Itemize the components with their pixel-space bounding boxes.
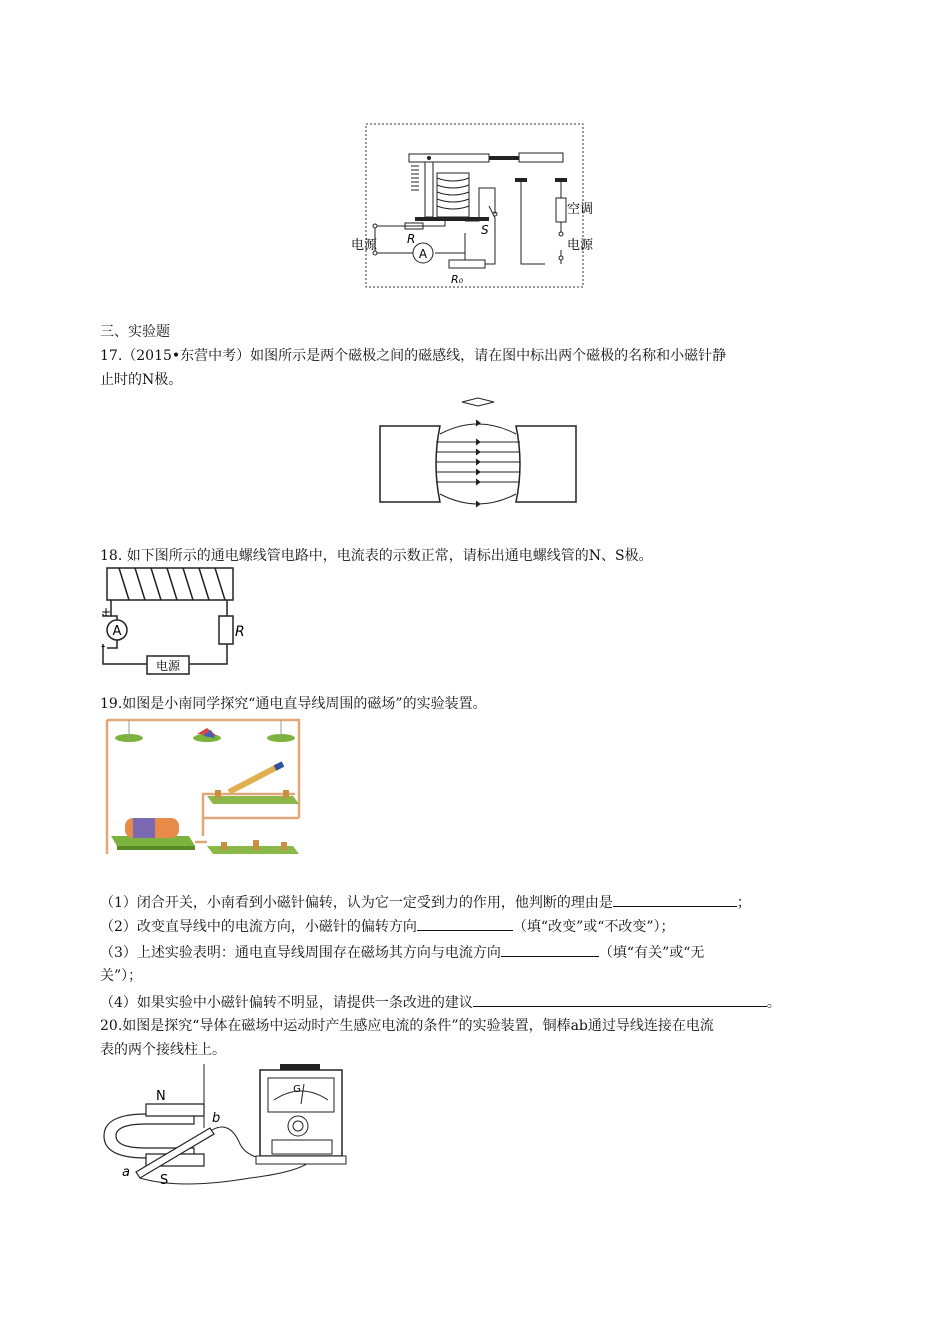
svg-text:电源: 电源	[567, 238, 594, 253]
q19-item-1: （1）闭合开关，小南看到小磁针偏转，认为它一定受到力的作用，他判断的理由是 ；	[100, 892, 751, 913]
magnet-field-figure	[378, 392, 578, 512]
q18-text: 18. 如下图所示的通电螺线管电路中，电流表的示数正常，请标出通电螺线管的N、S极。	[100, 548, 653, 564]
svg-text:电源: 电源	[155, 659, 181, 673]
answer-blank-2[interactable]	[417, 916, 513, 931]
q17-line2: 止时的N极。	[100, 372, 183, 388]
svg-text:A: A	[418, 247, 428, 261]
svg-text:a: a	[122, 1165, 130, 1180]
answer-blank-1[interactable]	[613, 892, 737, 907]
svg-text:R₀: R₀	[451, 273, 464, 286]
answer-blank-3[interactable]	[501, 942, 599, 957]
svg-text:电源: 电源	[351, 238, 378, 253]
svg-text:R: R	[407, 232, 416, 246]
solenoid-circuit-figure	[97, 564, 247, 679]
svg-text:N: N	[156, 1089, 166, 1104]
svg-text:-: -	[101, 639, 106, 653]
q19-item-2: （2）改变直导线中的电流方向，小磁针的偏转方向 （填“改变”或“不改变”）；	[100, 916, 675, 937]
q20-line2: 表的两个接线柱上。	[100, 1042, 226, 1058]
svg-text:+: +	[101, 605, 112, 619]
svg-text:R: R	[235, 624, 245, 640]
q19-item-3: （3）上述实验表明：通电直导线周围存在磁场其方向与电流方向 （填“有关”或“无	[100, 942, 704, 963]
straight-wire-figure	[103, 714, 313, 864]
q19-item-4: （4）如果实验中小磁针偏转不明显，请提供一条改进的建议 。	[100, 992, 781, 1013]
section-title: 三、实验题	[100, 324, 170, 340]
relay-circuit-figure	[345, 118, 595, 293]
q20-line1: 20.如图是探究“导体在磁场中运动时产生感应电流的条件”的实验装置，铜棒ab通过导线连接在电流	[100, 1018, 714, 1034]
q19-item-3-cont: 关”）；	[100, 968, 143, 984]
svg-text:S: S	[160, 1173, 169, 1185]
induction-figure	[100, 1060, 350, 1185]
svg-text:空调: 空调	[567, 202, 594, 217]
answer-blank-4[interactable]	[473, 992, 767, 1007]
svg-text:b: b	[212, 1111, 221, 1126]
svg-text:A: A	[112, 624, 122, 639]
q19-text: 19.如图是小南同学探究“通电直导线周围的磁场”的实验装置。	[100, 696, 487, 712]
q17-line1: 17.（2015•东营中考）如图所示是两个磁极之间的磁感线，请在图中标出两个磁极的名称和小磁针静	[100, 348, 727, 364]
svg-text:S: S	[481, 223, 489, 237]
svg-text:G: G	[293, 1084, 301, 1095]
